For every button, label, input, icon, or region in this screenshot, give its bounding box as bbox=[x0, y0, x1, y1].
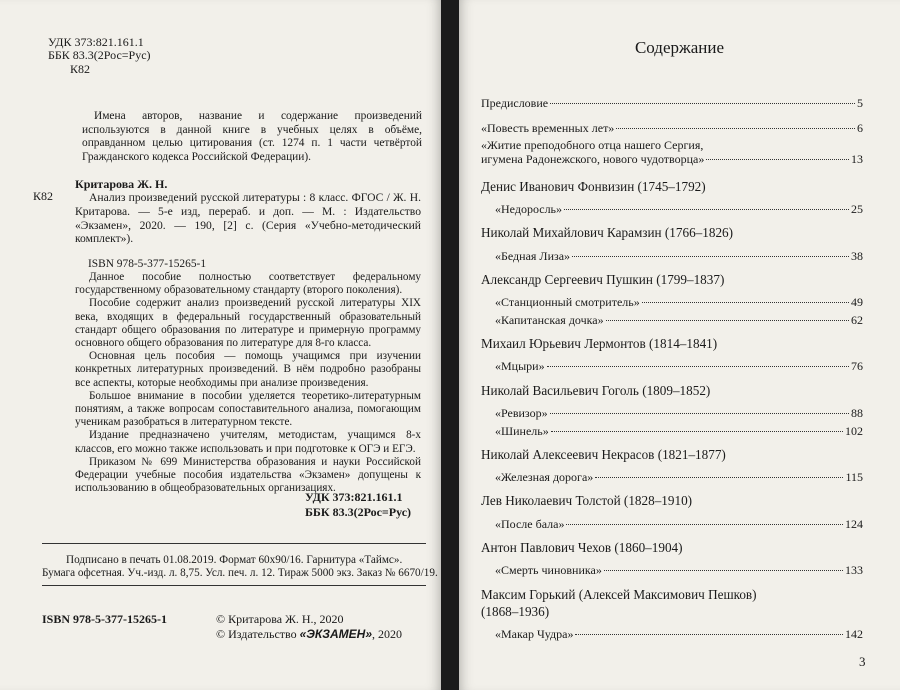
toc-entry[interactable] bbox=[495, 470, 863, 485]
toc-entry[interactable] bbox=[495, 517, 863, 532]
toc-entry-label-line-1: «Житие преподобного отца нашего Сергия, bbox=[481, 138, 704, 152]
annotation-paragraph: Издание предназначено учителям, методистам, учащимся 8-х классов, его можно также использовать и при подготовке к ОГЭ и ЕГЭ. bbox=[75, 429, 421, 455]
author-heading: Критарова Ж. Н. bbox=[75, 177, 168, 191]
contents-title: Содержание bbox=[634, 38, 725, 57]
leader-dots bbox=[551, 431, 843, 432]
toc-author-heading: Денис Иванович Фонвизин (1745–1792) bbox=[481, 179, 706, 194]
toc-author-heading: Лев Николаевич Толстой (1828–1910) bbox=[481, 493, 693, 508]
leader-dots bbox=[550, 413, 849, 414]
toc-entry-label: «Мцыри» bbox=[495, 359, 545, 373]
toc-entry-page: 49 bbox=[851, 295, 863, 309]
leader-dots bbox=[706, 159, 849, 160]
toc-entry[interactable] bbox=[481, 121, 863, 136]
toc-entry-page: 25 bbox=[851, 202, 863, 216]
toc-entry-page: 38 bbox=[851, 249, 863, 263]
leader-dots bbox=[572, 256, 849, 257]
leader-dots bbox=[575, 634, 843, 635]
annotation-paragraph: Большое внимание в пособии уделяется теоретико-литературным понятиям, а также вопросам сопоставительного анализа, помогающим ученикам разобраться в литературном тексте. bbox=[75, 389, 421, 429]
toc-entry-label-line-2: игумена Радонежского, нового чудотворца» bbox=[481, 152, 705, 166]
toc-entry-label: «Капитанская дочка» bbox=[495, 313, 604, 327]
toc-entry[interactable] bbox=[481, 138, 863, 166]
toc-author-heading: Александр Сергеевич Пушкин (1799–1837) bbox=[481, 272, 725, 287]
toc-entry-page: 115 bbox=[845, 470, 863, 484]
copyright-publisher-year: , 2020 bbox=[372, 627, 403, 641]
publisher-name: «ЭКЗАМЕН» bbox=[299, 627, 373, 641]
bbk-code: ББК 83.3(2Рос=Рус) bbox=[48, 48, 151, 63]
toc-entry-page: 102 bbox=[845, 424, 863, 438]
annotation-paragraph: Приказом № 699 Министерства образования и науки Российской Федерации учебные пособия издательства «Экзамен» допущены к использованию в общеобразовательных организациях. bbox=[75, 455, 421, 495]
toc-entry-label: «Недоросль» bbox=[495, 202, 563, 216]
toc-entry-page: 142 bbox=[845, 627, 863, 641]
toc-entry-label: «Макар Чудра» bbox=[495, 627, 574, 641]
annotation-paragraph: Данное пособие полностью соответствует федеральному государственному образовательному стандарту (второго поколения). bbox=[75, 271, 421, 297]
leader-dots bbox=[550, 103, 855, 104]
toc-entry-page: 5 bbox=[857, 96, 863, 110]
toc-entry-label: «Смерть чиновника» bbox=[495, 563, 602, 577]
toc-entry-page: 124 bbox=[845, 517, 863, 531]
toc-author-heading: Михаил Юрьевич Лермонтов (1814–1841) bbox=[481, 336, 718, 351]
udk-code-bottom: УДК 373:821.161.1 bbox=[305, 490, 403, 504]
toc-entry[interactable] bbox=[495, 313, 863, 328]
toc-entry-label: «Станционный смотритель» bbox=[495, 295, 640, 309]
right-page-contents bbox=[459, 0, 900, 690]
toc-entry-page: 62 bbox=[851, 313, 863, 327]
bibliographic-entry: Анализ произведений русской литературы : 8 класс. ФГОС / Ж. Н. Критарова. — 5-е изд, перераб. и доп. — М. : Издательство «Экзамен», 2020. — 190, [2] с. (Серия «Учебно-методический комплект»). bbox=[75, 191, 421, 246]
annotation-paragraph: Пособие содержит анализ произведений русской литературы XIX века, входящих в федеральный государственный образовательный стандарт общего образования по литературе и примерную программу основного общего образования по литературе для 8-го класса. bbox=[75, 297, 421, 350]
toc-author-heading: Николай Васильевич Гоголь (1809–1852) bbox=[481, 383, 711, 398]
leader-dots bbox=[642, 302, 849, 303]
toc-entry[interactable] bbox=[481, 96, 863, 111]
author-sign-side: К82 bbox=[33, 189, 54, 203]
toc-entry[interactable] bbox=[495, 627, 863, 642]
toc-author-heading: Николай Михайлович Карамзин (1766–1826) bbox=[481, 225, 734, 240]
divider-top bbox=[42, 543, 426, 544]
toc-author-heading-line-2: (1868–1936) bbox=[481, 604, 550, 619]
isbn-mid: ISBN 978-5-377-15265-1 bbox=[88, 258, 207, 270]
classification-codes-top bbox=[48, 36, 151, 76]
classification-codes-bottom bbox=[305, 490, 411, 520]
copyright-block bbox=[216, 612, 402, 642]
toc-entry[interactable] bbox=[495, 249, 863, 264]
toc-author-heading: Антон Павлович Чехов (1860–1904) bbox=[481, 540, 683, 555]
toc-entry-label: «Ревизор» bbox=[495, 406, 548, 420]
toc-author-heading: Николай Алексеевич Некрасов (1821–1877) bbox=[481, 447, 726, 462]
toc-entry-page: 13 bbox=[851, 152, 863, 166]
copyright-author: © Критарова Ж. Н., 2020 bbox=[216, 612, 344, 626]
leader-dots bbox=[616, 128, 855, 129]
annotation-paragraph: Основная цель пособия — помощь учащимся при изучении конкретных литературных произведений. В нём подробно разобраны все аспекты, которые необходимы при анализе произведения. bbox=[75, 350, 421, 389]
toc-entry-label: «Повесть временных лет» bbox=[481, 121, 615, 135]
isbn-bottom: ISBN 978-5-377-15265-1 bbox=[42, 612, 167, 626]
leader-dots bbox=[547, 366, 849, 367]
leader-dots bbox=[564, 209, 849, 210]
bbk-code-bottom: ББК 83.3(2Рос=Рус) bbox=[305, 505, 412, 519]
toc-entry-page: 88 bbox=[851, 406, 863, 420]
toc-entry-page: 6 bbox=[857, 121, 863, 135]
leader-dots bbox=[595, 477, 843, 478]
toc-entry-label: «Бедная Лиза» bbox=[495, 249, 571, 263]
toc-entry[interactable] bbox=[495, 424, 863, 439]
toc-entry-label: Предисловие bbox=[481, 96, 549, 110]
toc-entry-label: «Железная дорога» bbox=[495, 470, 594, 484]
copyright-publisher-prefix: © Издательство bbox=[216, 627, 300, 641]
author-sign: К82 bbox=[70, 61, 91, 76]
toc-entry-page: 133 bbox=[845, 563, 863, 577]
copyright-publisher bbox=[216, 627, 402, 642]
toc-author-heading bbox=[481, 586, 757, 620]
toc-entry-label: «После бала» bbox=[495, 517, 565, 531]
copyright-notice: Имена авторов, название и содержание произведений используются в данной книге в учебных целях в объёме, оправданном целью цитирования (ст. 1274 п. 1 части четвёртой Гражданского кодекса Российской Федерации). bbox=[82, 110, 422, 163]
leader-dots bbox=[566, 524, 843, 525]
toc-entry[interactable] bbox=[495, 295, 863, 310]
toc-entry-page: 76 bbox=[851, 359, 863, 373]
divider-bottom bbox=[42, 585, 426, 586]
toc-entry-label: «Шинель» bbox=[495, 424, 549, 438]
left-page-imprint bbox=[0, 0, 441, 690]
page-number: 3 bbox=[859, 654, 866, 669]
print-info-line-2: Бумага офсетная. Уч.-изд. л. 8,75. Усл. печ. л. 12. Тираж 5000 экз. Заказ № 6670/19. bbox=[42, 567, 438, 580]
toc-author-heading-line-1: Максим Горький (Алексей Максимович Пешков) bbox=[481, 587, 757, 602]
toc-entry[interactable] bbox=[495, 563, 863, 578]
annotation bbox=[75, 271, 421, 495]
leader-dots bbox=[604, 570, 843, 571]
toc-entry[interactable] bbox=[495, 359, 863, 374]
print-info bbox=[42, 554, 438, 581]
toc-entry[interactable] bbox=[495, 406, 863, 421]
udk-code: УДК 373:821.161.1 bbox=[48, 35, 144, 49]
print-info-line-1: Подписано в печать 01.08.2019. Формат 60х90/16. Гарнитура «Таймс». bbox=[66, 554, 403, 566]
leader-dots bbox=[606, 320, 849, 321]
toc-entry[interactable] bbox=[495, 202, 863, 217]
